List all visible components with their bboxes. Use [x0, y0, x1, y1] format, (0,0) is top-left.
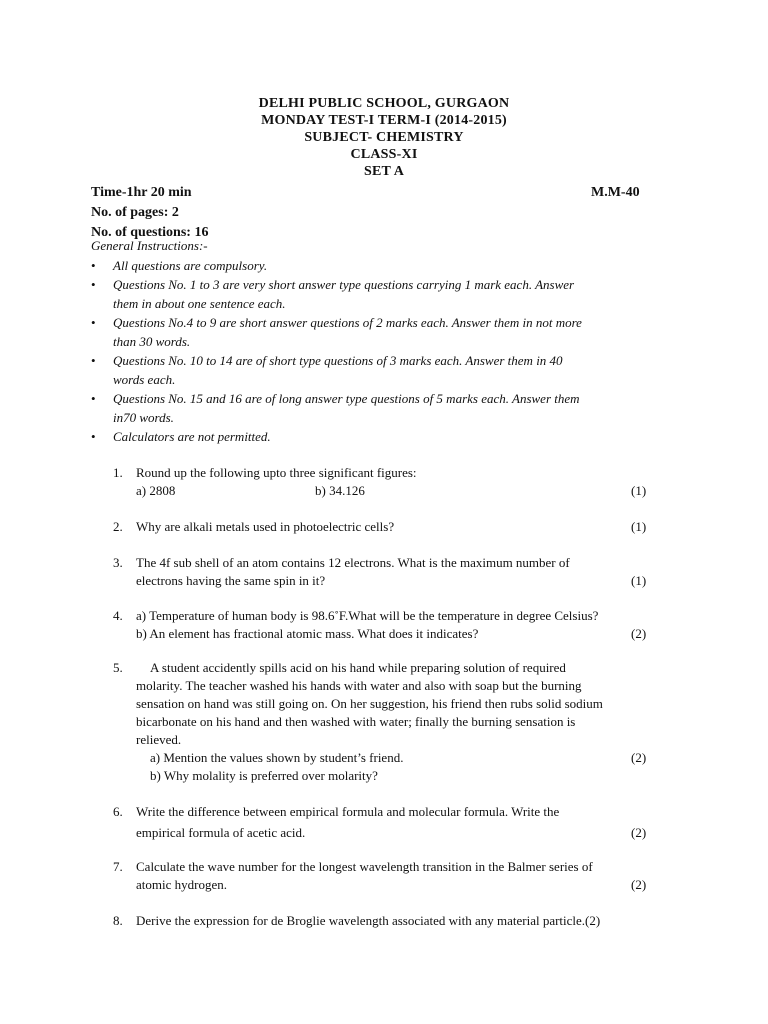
instruction-item [91, 275, 671, 313]
question-line: A student accidently spills acid on his hand while preparing solution of required [150, 660, 566, 675]
question-marks: (2) [631, 825, 647, 840]
question-8 [113, 912, 683, 930]
instruction-item [91, 389, 671, 427]
question-7 [113, 858, 683, 894]
question-number: 5. [113, 660, 123, 675]
question-text-continued [113, 876, 683, 894]
test-name: MONDAY TEST-I TERM-I (2014-2015) [261, 113, 507, 128]
question-part-b: b) Why molality is preferred over molarity? [150, 768, 378, 783]
school-name: DELHI PUBLIC SCHOOL, GURGAON [258, 96, 510, 111]
instruction-item [91, 313, 671, 351]
question-3 [113, 554, 683, 590]
question-marks: (1) [631, 519, 647, 534]
question-text: relieved. [136, 732, 182, 747]
instruction-line: Calculators are not permitted. [113, 429, 271, 444]
question-text [113, 518, 683, 536]
question-number: 8. [113, 913, 123, 928]
question-marks: (1) [631, 483, 647, 498]
question-text-continued [113, 572, 683, 590]
question-part-a: a) Temperature of human body is 98.6˚F.What will be the temperature in degree Celsius? [136, 608, 599, 623]
question-1 [113, 464, 683, 500]
question-part-a [113, 749, 683, 767]
exam-meta [91, 183, 651, 243]
general-instructions-title: General Instructions:- [91, 238, 208, 253]
question-line: b) An element has fractional atomic mass. What does it indicates? [136, 626, 479, 641]
option-b: b) 34.126 [315, 483, 365, 498]
bullet-icon: • [91, 315, 96, 330]
question-options [113, 482, 683, 500]
question-number: 1. [113, 465, 123, 480]
question-number: 7. [113, 859, 123, 874]
question-2 [113, 518, 683, 536]
class-name: CLASS-XI [350, 147, 418, 162]
option-a: a) 2808 [136, 483, 176, 498]
question-line: atomic hydrogen. [136, 877, 227, 892]
subject-name: SUBJECT- CHEMISTRY [304, 130, 464, 145]
bullet-icon: • [91, 429, 96, 444]
instruction-line: than 30 words. [113, 334, 191, 349]
question-marks: (1) [631, 573, 647, 588]
bullet-icon: • [91, 277, 96, 292]
question-text: The 4f sub shell of an atom contains 12 electrons. What is the maximum number of [136, 555, 570, 570]
question-4 [113, 607, 683, 643]
question-line: a) Mention the values shown by student’s friend. [150, 750, 404, 765]
question-line: empirical formula of acetic acid. [136, 825, 306, 840]
question-number: 6. [113, 804, 123, 819]
instruction-line: Questions No. 15 and 16 are of long answer type questions of 5 marks each. Answer them [113, 391, 580, 406]
max-marks: M.M-40 [591, 185, 640, 200]
exam-header [0, 95, 768, 180]
instruction-line: Questions No. 1 to 3 are very short answer type questions carrying 1 mark each. Answer [113, 277, 575, 292]
question-5 [113, 659, 683, 785]
question-text: Write the difference between empirical formula and molecular formula. Write the [136, 804, 560, 819]
question-number: 3. [113, 555, 123, 570]
instruction-line: words each. [113, 372, 176, 387]
question-text-continued [113, 824, 683, 842]
question-text: Round up the following upto three significant figures: [136, 465, 417, 480]
instruction-line: Questions No.4 to 9 are short answer questions of 2 marks each. Answer them in not more [113, 315, 582, 330]
question-6 [113, 803, 683, 842]
question-line: Why are alkali metals used in photoelectric cells? [136, 519, 395, 534]
question-text: bicarbonate on his hand and then washed with water; finally the burning sensation is [136, 714, 576, 729]
instruction-item [91, 256, 671, 275]
question-text: Derive the expression for de Broglie wavelength associated with any material particle.(2) [136, 913, 601, 928]
question-marks: (2) [631, 750, 647, 765]
instruction-line: Questions No. 10 to 14 are of short type questions of 3 marks each. Answer them in 40 [113, 353, 563, 368]
instructions-list [91, 256, 671, 446]
instruction-item [91, 427, 671, 446]
question-number: 4. [113, 608, 123, 623]
time-allowed: Time-1hr 20 min [91, 185, 192, 200]
question-text: Calculate the wave number for the longest wavelength transition in the Balmer series of [136, 859, 593, 874]
question-marks: (2) [631, 626, 647, 641]
time-row [91, 183, 651, 203]
instruction-line: All questions are compulsory. [113, 258, 268, 273]
questions-count: No. of questions: 16 [91, 225, 209, 240]
question-number: 2. [113, 519, 123, 534]
question-marks: (2) [631, 877, 647, 892]
instruction-line: them in about one sentence each. [113, 296, 286, 311]
bullet-icon: • [91, 258, 96, 273]
pages-count: No. of pages: 2 [91, 205, 179, 220]
question-part-b [113, 625, 683, 643]
set-name: SET A [363, 164, 405, 179]
question-text: sensation on hand was still going on. On her suggestion, his friend then rubs solid sodium [136, 696, 603, 711]
instruction-line: in70 words. [113, 410, 174, 425]
bullet-icon: • [91, 391, 96, 406]
question-text: molarity. The teacher washed his hands with water and also with soap but the burning [136, 678, 582, 693]
question-line: electrons having the same spin in it? [136, 573, 326, 588]
instruction-item [91, 351, 671, 389]
bullet-icon: • [91, 353, 96, 368]
question-text [113, 659, 683, 677]
